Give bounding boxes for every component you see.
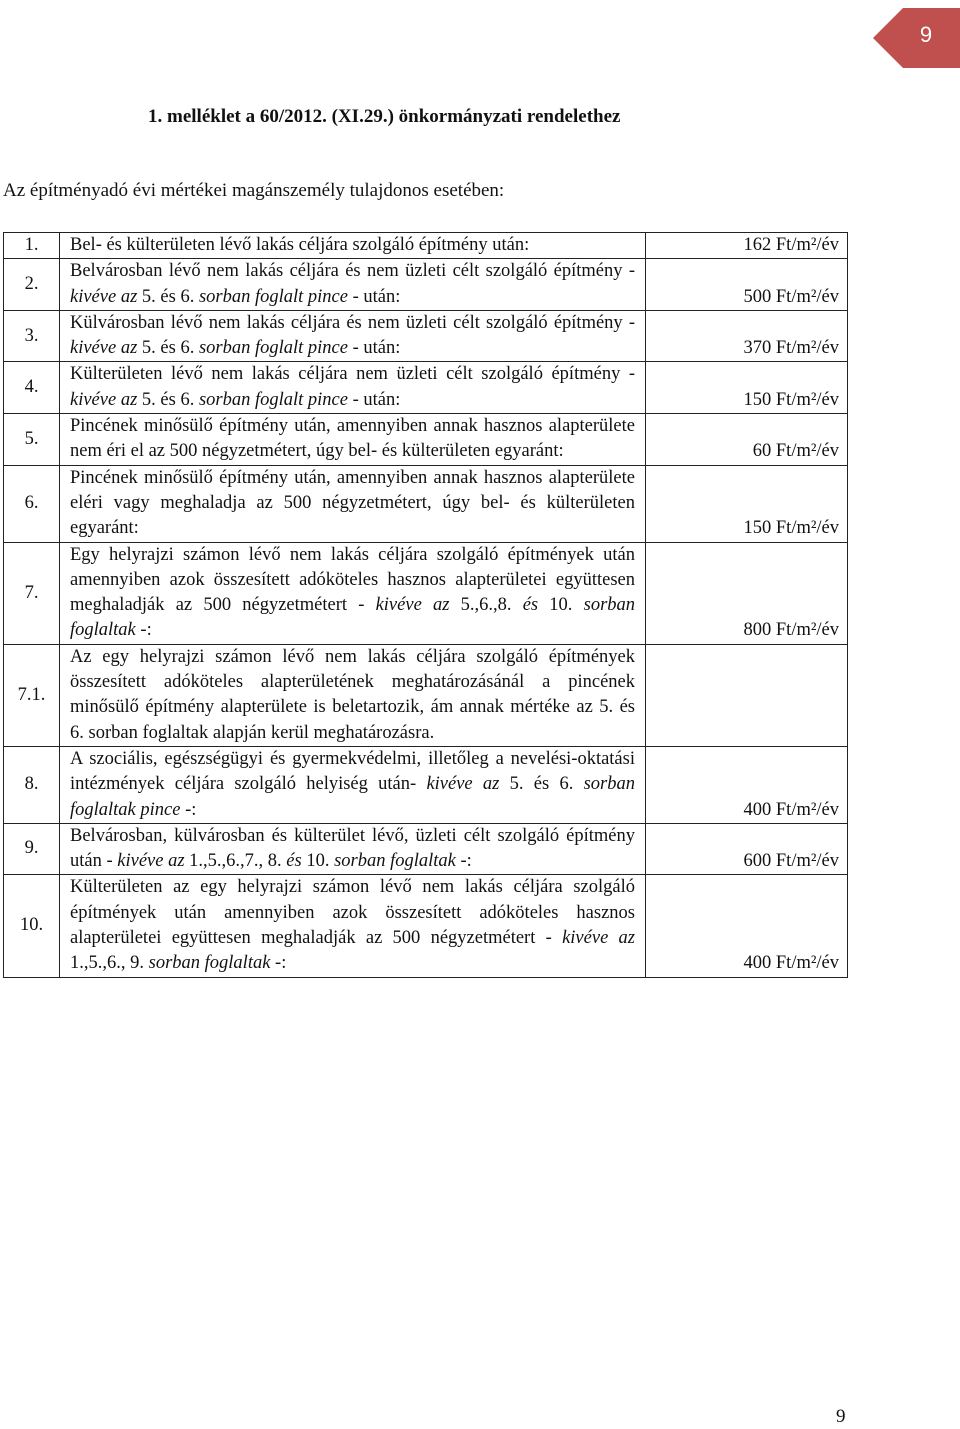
description-fragment: Pincének minősülő építmény után, amennyiben annak hasznos alapterülete nem éri el az 500 négyzetmétert, úgy bel- és külterületen egyaránt: <box>70 416 635 462</box>
description-fragment: kivéve az <box>562 928 635 949</box>
row-description <box>60 259 646 311</box>
description-fragment: - után: <box>347 286 401 307</box>
description-fragment: Egy helyrajzi számon lévő nem lakás céljára szolgáló építmények után amennyiben azok összesített adóköteles hasznos alapterületei együttesen meghaladják az 500 négyzetmétert - <box>70 544 635 616</box>
row-rate: 150 Ft/m²/év <box>646 465 848 542</box>
description-fragment: 5. és 6. <box>509 774 584 795</box>
table-row <box>4 542 848 644</box>
description-fragment: sorban foglalt pince <box>198 338 348 359</box>
description-fragment: kivéve az <box>70 389 142 410</box>
table-row <box>4 233 848 259</box>
row-description <box>60 542 646 644</box>
row-rate: 400 Ft/m²/év <box>646 875 848 977</box>
row-number: 6. <box>4 465 60 542</box>
row-rate: 600 Ft/m²/év <box>646 823 848 875</box>
row-description <box>60 310 646 362</box>
tax-rates-table <box>3 232 848 978</box>
table-row <box>4 465 848 542</box>
description-fragment: kivéve az <box>375 595 461 616</box>
row-number: 7. <box>4 542 60 644</box>
row-number: 3. <box>4 310 60 362</box>
description-fragment: Az egy helyrajzi számon lévő nem lakás céljára szolgáló építmények összesített adóköteles alapterületének meghatározásánál a pincének minősülő építmény alapterülete is beletartozik, ám annak mértéke az 5. és 6. sorban foglaltak alapján kerül meghatározásra. <box>70 646 635 743</box>
row-description <box>60 362 646 414</box>
description-fragment: 10. <box>549 595 584 616</box>
description-fragment: kivéve az <box>426 774 510 795</box>
description-fragment: Pincének minősülő építmény után, amennyiben annak hasznos alapterülete eléri vagy meghaladja az 500 négyzetmétert, úgy bel- és külterületen egyaránt: <box>70 467 635 539</box>
description-fragment: sorban foglaltak <box>148 953 271 974</box>
description-fragment: Külterületen az egy helyrajzi számon lévő nem lakás céljára szolgáló építmények után amennyiben azok összesített adóköteles hasznos alapterületei együttesen meghaladják az 500 négyzetmétert - <box>70 877 635 949</box>
description-fragment: sorban foglalt pince <box>198 389 348 410</box>
table-row <box>4 644 848 746</box>
description-fragment: és <box>286 851 307 872</box>
row-number: 9. <box>4 823 60 875</box>
description-fragment: 5. és 6. <box>141 338 199 359</box>
description-fragment: 10. <box>306 851 335 872</box>
description-fragment: kivéve az <box>70 286 142 307</box>
description-fragment: kivéve az <box>70 338 142 359</box>
row-rate <box>646 644 848 746</box>
table-row <box>4 362 848 414</box>
row-description <box>60 644 646 746</box>
row-description <box>60 746 646 823</box>
description-fragment: 1.,5.,6.,7., 8. <box>189 851 287 872</box>
description-fragment: - után: <box>347 338 401 359</box>
row-rate: 370 Ft/m²/év <box>646 310 848 362</box>
description-fragment: és <box>522 595 550 616</box>
description-fragment: Külvárosban lévő nem lakás céljára és nem üzleti célt szolgáló építmény - <box>70 312 635 333</box>
intro-text: Az építményadó évi mértékei magánszemély tulajdonos esetében: <box>3 180 505 201</box>
description-fragment: A szociális, egészségügyi és gyermekvédelmi, illetőleg a nevelési-oktatási intézmények céljára szolgáló helyiség után- <box>70 748 635 795</box>
description-fragment: -: <box>455 851 472 872</box>
description-fragment: Belvárosban, külvárosban és külterület lévő, üzleti célt szolgáló építmény után - <box>70 825 635 872</box>
description-fragment: Külterületen lévő nem lakás céljára nem üzleti célt szolgáló építmény - <box>70 364 635 385</box>
description-fragment: 5.,6.,8. <box>460 595 523 616</box>
description-fragment: Belvárosban lévő nem lakás céljára és nem üzleti célt szolgáló építmény - <box>70 261 635 282</box>
row-number: 5. <box>4 414 60 466</box>
description-fragment: Bel- és külterületen lévő lakás céljára szolgáló építmény után: <box>70 235 530 255</box>
row-number: 10. <box>4 875 60 977</box>
table-row <box>4 875 848 977</box>
annex-heading: 1. melléklet a 60/2012. (XI.29.) önkormányzati rendelethez <box>148 106 621 127</box>
description-fragment: sorban foglaltak pince <box>70 774 635 820</box>
description-fragment: -: <box>180 799 197 820</box>
description-fragment: sorban foglaltak <box>334 851 456 872</box>
page-badge-number: 9 <box>919 22 933 47</box>
row-rate: 800 Ft/m²/év <box>646 542 848 644</box>
page-number-badge <box>873 8 960 68</box>
description-fragment: -: <box>135 620 152 641</box>
row-rate: 400 Ft/m²/év <box>646 746 848 823</box>
row-number: 7.1. <box>4 644 60 746</box>
description-fragment: 5. és 6. <box>141 286 199 307</box>
table-row <box>4 823 848 875</box>
row-rate: 500 Ft/m²/év <box>646 259 848 311</box>
row-number: 4. <box>4 362 60 414</box>
table-row <box>4 414 848 466</box>
description-fragment: 1.,5.,6., 9. <box>70 953 149 974</box>
row-rate: 150 Ft/m²/év <box>646 362 848 414</box>
description-fragment: kivéve az <box>117 851 190 872</box>
row-rate: 162 Ft/m²/év <box>646 233 848 259</box>
description-fragment: 5. és 6. <box>141 389 199 410</box>
row-description <box>60 414 646 466</box>
table-row <box>4 746 848 823</box>
row-number: 8. <box>4 746 60 823</box>
footer-page-number: 9 <box>836 1406 846 1427</box>
row-description <box>60 823 646 875</box>
description-fragment: - után: <box>347 389 401 410</box>
row-description <box>60 465 646 542</box>
row-description <box>60 875 646 977</box>
row-number: 1. <box>4 233 60 259</box>
row-description <box>60 233 646 259</box>
row-number: 2. <box>4 259 60 311</box>
description-fragment: -: <box>270 953 287 974</box>
table-row <box>4 259 848 311</box>
row-rate: 60 Ft/m²/év <box>646 414 848 466</box>
description-fragment: sorban foglaltak <box>70 595 636 641</box>
table-row <box>4 310 848 362</box>
description-fragment: sorban foglalt pince <box>198 286 348 307</box>
